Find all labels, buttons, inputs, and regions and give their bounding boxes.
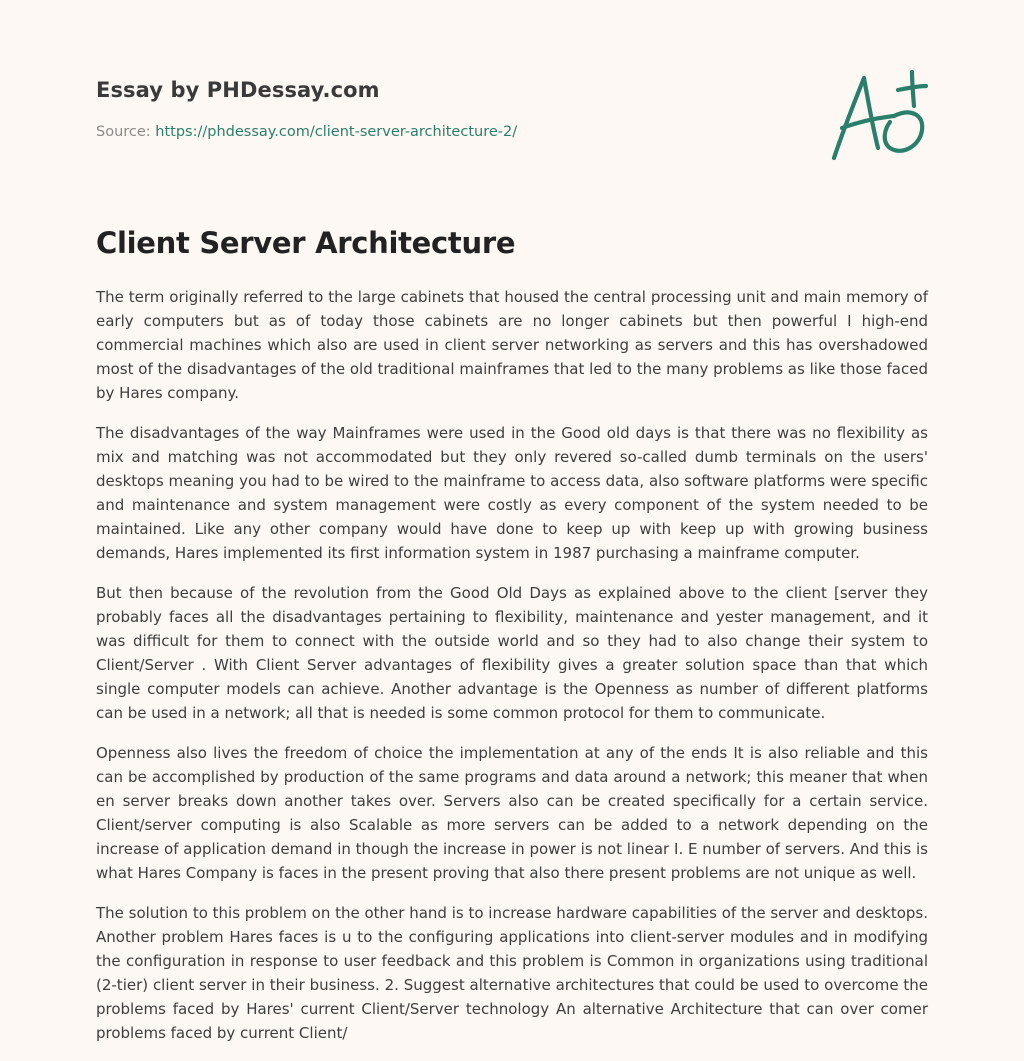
paragraph: The term originally referred to the large cabinets that housed the central processing unit and main memory of early computers but as of today those cabinets are no longer cabinets but then powerful I high-end commercial machines which also are used in client server networking as servers and this has overshadowed most of the disadvantages of the old traditional mainframes that led to the many problems as like those faced by Hares company. [96,288,928,402]
page-header [96,0,928,200]
source-link[interactable]: https://phdessay.com/client-server-architecture-2/ [155,124,518,140]
paragraph: The disadvantages of the way Mainframes were used in the Good old days is that there was no flexibility as mix and matching was not accommodated but they only revered so-called dumb terminals on the users' desktops meaning you had to be wired to the mainframe to access data, also software platforms were specific and maintenance and system management were costly as every component of the system needed to be maintained. Like any other company would have done to keep up with keep up with growing business demands, Hares implemented its first information system in 1987 purchasing a mainframe computer. [96,424,928,562]
source-label: Source: [96,124,156,140]
site-brand: Essay by PHDessay.com [96,78,380,102]
paragraph: But then because of the revolution from the Good Old Days as explained above to the client [server they probably faces all the disadvantages pertaining to flexibility, maintenance and yester management, and it was difficult for them to connect with the outside world and so they had to also change their system to Client/Server . With Client Server advantages of flexibility gives a greater solution space than that which single computer models can achieve. Another advantage is the Openness as number of different platforms can be used in a network; all that is needed is some common protocol for them to communicate. [96,584,928,722]
source-line [96,124,517,140]
essay-page [96,0,928,1042]
paragraph: The solution to this problem on the other hand is to increase hardware capabilities of the server and desktops. Another problem Hares faces is u to the configuring applications into client-server modules and in modifying the configuration in response to user feedback and this problem is Common in organizations using traditional (2-tier) client server in their business. 2. Suggest alternative architectures that could be used to overcome the problems faced by Hares' current Client/Server technology An alternative Architecture that can over comer problems faced by current Client/ [96,904,928,1042]
essay-title: Client Server Architecture [96,226,516,260]
a-plus-logo-icon [828,64,928,168]
paragraph: Openness also lives the freedom of choice the implementation at any of the ends It is also reliable and this can be accomplished by production of the same programs and data around a network; this meaner that when en server breaks down another takes over. Servers also can be created specifically for a certain service. Client/server computing is also Scalable as more servers can be added to a network depending on the increase of application demand in though the increase in power is not linear I. E number of servers. And this is what Hares Company is faces in the present proving that also there present problems are not unique as well. [96,744,928,882]
essay-body [96,285,928,1061]
